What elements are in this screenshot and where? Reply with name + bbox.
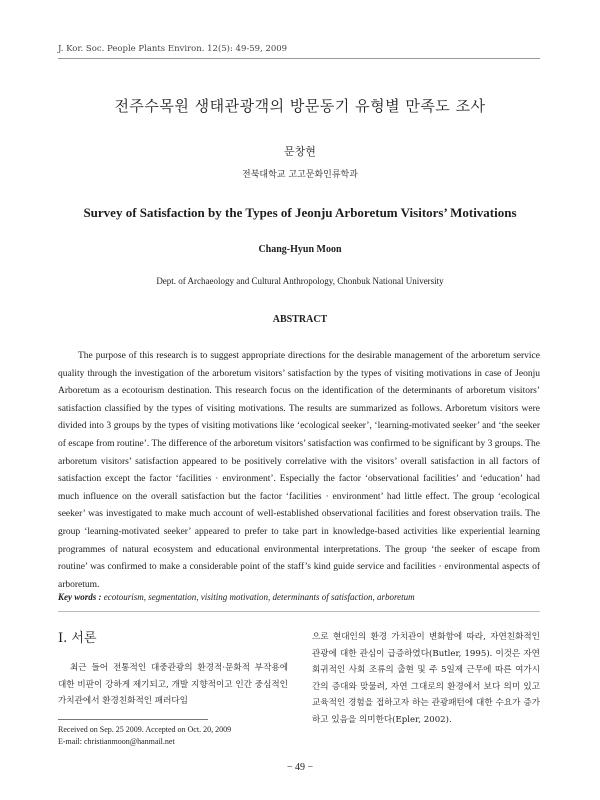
page-number: − 49 − [286, 762, 314, 773]
keywords-label: Key words : [58, 592, 102, 602]
author-email: E-mail: christianmoon@hanmail.net [58, 736, 175, 746]
received-date: Received on Sep. 25 2009. Accepted on Oct. 20, 2009 [58, 725, 232, 734]
journal-header: J. Kor. Soc. People Plants Environ. 12(5): 49-59, 2009 [58, 44, 288, 54]
header-divider [58, 58, 540, 59]
korean-title: 전주수목원 생태관광객의 방문동기 유형별 만족도 조사 [114, 97, 486, 115]
left-column-text: 최근 들어 전통적인 대중관광의 환경적·문화적 부작용에 대한 비판이 강하게 제기되고, 개발 지향적이고 인간 중심적인 가치관에서 환경친화적인 패러다임 [58, 663, 288, 706]
english-affiliation: Dept. of Archaeology and Cultural Anthropology, Chonbuk National University [156, 276, 444, 286]
footnote [58, 724, 231, 747]
keywords-text: ecotourism, segmentation, visiting motivation, determinants of satisfaction, arboretum [103, 592, 415, 602]
right-column-text: 으로 현대인의 환경 가치관이 변화함에 따라, 자연친화적인 관광에 대한 관심이 급증하였다(Butler, 1995). 이것은 자연회귀적인 사회 조류의 출현 및 주 5일제 근무에 따른 여가시간의 증대와 맞물려, 자연 그대로의 환경에서 보다 의미 있고 교육적인 경험을 접하고자 하는 관광패턴에 대한 수요가 증가하고 있음을 의미한다(Epler, 2002). [312, 632, 540, 725]
korean-author: 문창현 [284, 145, 316, 158]
english-title: Survey of Satisfaction by the Types of Jeonju Arboretum Visitors’ Motivations [83, 205, 517, 220]
keywords-divider [58, 611, 540, 612]
keywords-line [58, 592, 540, 602]
abstract-heading: ABSTRACT [272, 314, 328, 325]
abstract-body: The purpose of this research is to suggest appropriate directions for the desirable management of the arboretum service quality through the investigation of the arboretum visitors’ satisfaction by the types of visiting motivations in case of Jeonju Arboretum as a ecotourism destination. This research focus on the identification of the determinants of arboretum visitors’ satisfaction classified by the types of visiting motivations. The results are summarized as follows. Arboretum visitors were divided into 3 groups by the types of visiting motivations like ‘ecological seeker’, ‘learning-motivated seeker’ and ‘the seeker of escape from routine’. The difference of the arboretum visitors’ satisfaction was confirmed to be significant by 3 groups. The arboretum visitors’ satisfaction appeared to be positively correlative with the visitors’ overall satisfaction in all factors of satisfaction except the factor ‘facilities · environment’. Especially the factor ‘observational facilities’ and ‘education’ had much influence on the overall satisfaction but the factor ‘facilities · environment’ had little effect. The group ‘ecological seeker’ was investigated to make much account of well-established observational facilities and forest observation trails. The group ‘learning-motivated seeker’ appeared to prefer to take part in knowledge-based activities like experiential learning programmes of natural ecosystem and educational environmental interpretations. The group ‘the seeker of escape from routine’ was confirmed to make a considerable point of the staff’s kind guide service and facilities · environmental aspects of arboretum. [58, 351, 540, 590]
english-author: Chang-Hyun Moon [258, 244, 342, 255]
footnote-divider [58, 719, 208, 720]
korean-affiliation: 전북대학교 고고문화인류학과 [242, 170, 358, 180]
section-heading: Ⅰ. 서론 [58, 631, 97, 646]
